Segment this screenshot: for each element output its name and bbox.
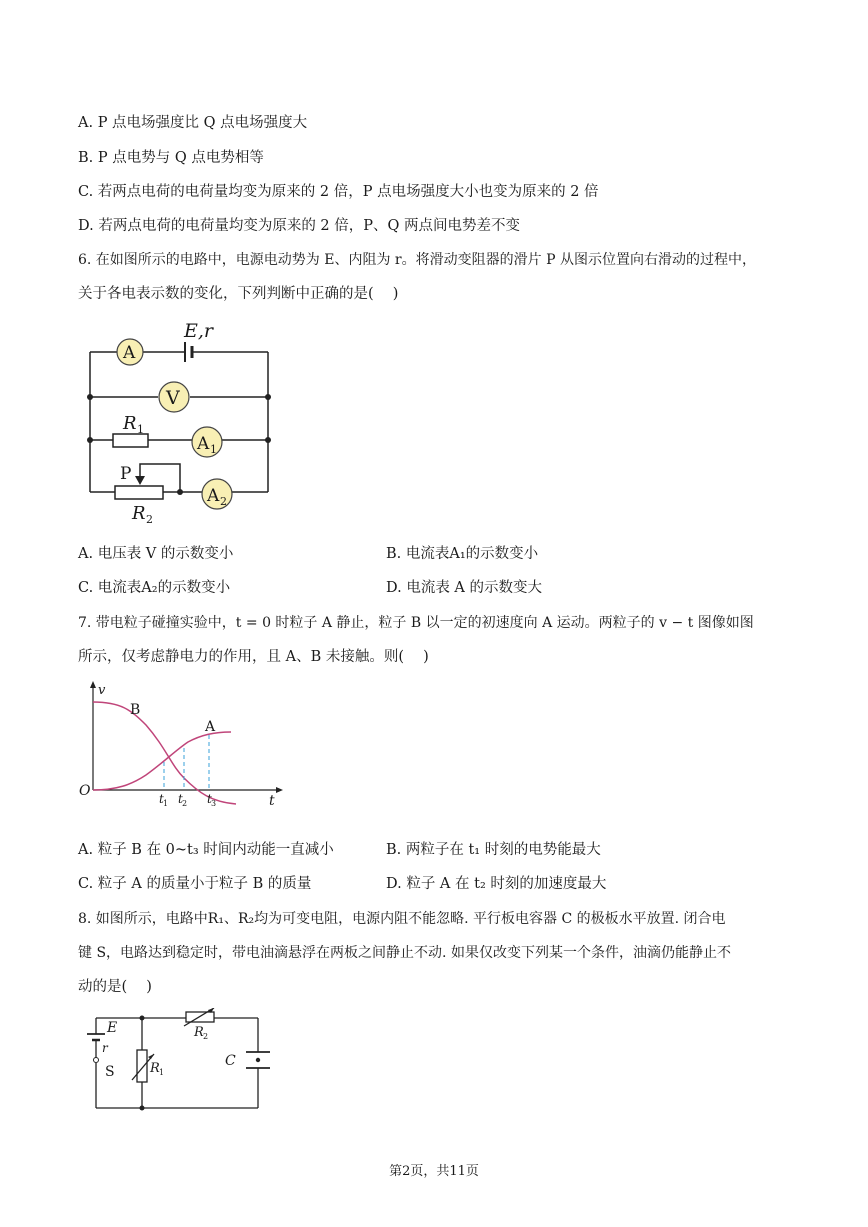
q7-option-d: D. 粒子 A 在 t₂ 时刻的加速度最大 (386, 876, 607, 892)
q6-r2-sub: 2 (146, 513, 153, 526)
q7-vt-graph (76, 680, 286, 810)
q8-r1-sub: 1 (159, 1068, 165, 1077)
q7-t1-label: t (159, 792, 164, 806)
q7-origin-label: O (79, 783, 91, 799)
q6-voltmeter-label: V (166, 387, 180, 409)
q8-stem-line1: 8. 如图所示，电路中R₁、R₂均为可变电阻，电源内阻不能忽略. 平行板电容器 C 的极板水平放置. 闭合电 (78, 911, 726, 927)
q6-a2-sub: 2 (220, 495, 227, 508)
q8-s-label: S (105, 1064, 115, 1080)
q7-curve-a (93, 732, 231, 790)
q6-option-a: A. 电压表 V 的示数变小 (78, 546, 234, 562)
q6-a1-sub: 1 (210, 443, 217, 456)
q5-option-a: A. P 点电场强度比 Q 点电场强度大 (78, 115, 308, 131)
q6-source-label: E,r (184, 320, 213, 342)
q8-e-label: E (107, 1020, 118, 1036)
q7-stem-line2: 所示，仅考虑静电力的作用，且 A、B 未接触。则( ) (78, 649, 429, 665)
q8-r2-label: R (194, 1025, 204, 1040)
q8-stem-line3: 动的是( ) (78, 979, 152, 995)
q7-option-b: B. 两粒子在 t₁ 时刻的电势能最大 (386, 842, 601, 858)
q8-r-label: r (102, 1041, 108, 1055)
q6-p-label: P (120, 464, 132, 484)
q5-option-d: D. 若两点电荷的电荷量均变为原来的 2 倍，P、Q 两点间电势差不变 (78, 218, 521, 234)
q6-a2-label: A (207, 486, 220, 506)
q8-r2-sub: 2 (203, 1032, 209, 1041)
q7-curve-a-label: A (205, 719, 216, 735)
q8-stem-line2: 键 S，电路达到稳定时，带电油滴悬浮在两板之间静止不动. 如果仅改变下列某一个条件，油滴仍能静止不 (78, 945, 731, 961)
q6-r1-label: R (123, 413, 137, 434)
page-footer: 第2页，共11页 (389, 1164, 479, 1179)
q6-ammeter-a-label: A (123, 343, 136, 363)
q7-t1-sub: 1 (163, 799, 169, 808)
q7-t3-label: t (207, 792, 212, 806)
q7-axis-v-label: v (98, 683, 106, 698)
q7-t3-sub: 3 (211, 799, 217, 808)
q6-circuit-diagram (80, 312, 280, 527)
q6-a1-label: A (197, 434, 210, 454)
q7-option-a: A. 粒子 B 在 0~t₃ 时间内动能一直减小 (78, 842, 334, 858)
q8-r1-label: R (150, 1061, 160, 1076)
q7-curve-b-label: B (130, 702, 141, 718)
q6-stem-line1: 6. 在如图所示的电路中，电源电动势为 E、内阻为 r。将滑动变阻器的滑片 P 从图示位置向右滑动的过程中， (78, 252, 756, 268)
q6-option-d: D. 电流表 A 的示数变大 (386, 580, 543, 596)
q5-option-b: B. P 点电势与 Q 点电势相等 (78, 150, 264, 166)
q8-circuit-diagram (80, 1008, 275, 1113)
q6-r1-sub: 1 (137, 423, 144, 436)
q7-stem-line1: 7. 带电粒子碰撞实验中，t = 0 时粒子 A 静止，粒子 B 以一定的初速度向 A 运动。两粒子的 v − t 图像如图 (78, 615, 754, 631)
q7-t2-label: t (178, 792, 183, 806)
q7-axis-t-label: t (269, 793, 275, 809)
q6-option-c: C. 电流表A₂的示数变小 (78, 580, 231, 596)
q5-option-c: C. 若两点电荷的电荷量均变为原来的 2 倍，P 点电场强度大小也变为原来的 2 倍 (78, 184, 599, 200)
q7-t2-sub: 2 (182, 799, 188, 808)
q6-option-b: B. 电流表A₁的示数变小 (386, 546, 539, 562)
q6-r2-label: R (132, 503, 146, 524)
q6-stem-line2: 关于各电表示数的变化，下列判断中正确的是( ) (78, 286, 399, 302)
q8-c-label: C (225, 1053, 236, 1069)
q7-option-c: C. 粒子 A 的质量小于粒子 B 的质量 (78, 876, 312, 892)
